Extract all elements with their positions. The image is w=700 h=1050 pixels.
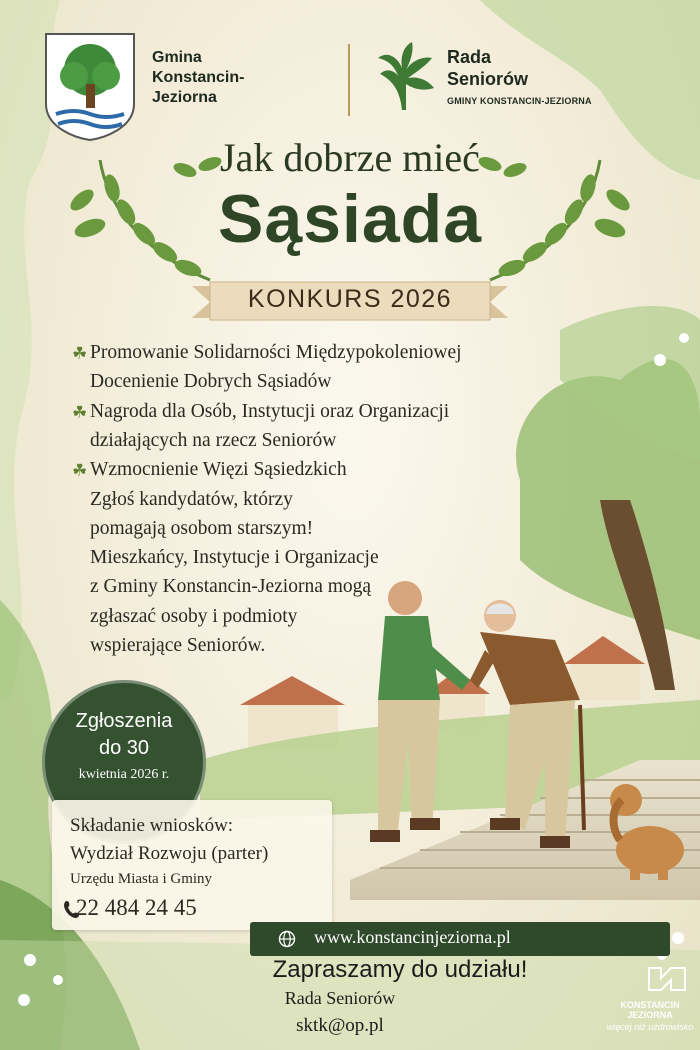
application-department: Wydział Rozwoju (parter): [70, 843, 269, 864]
logo-line-2: JEZIORNA: [627, 1010, 673, 1020]
phone-number[interactable]: 22 484 24 45: [76, 895, 197, 920]
invite-text: Zapraszamy do udziału!: [272, 956, 528, 983]
clover-bullet-icon: ☘: [72, 402, 88, 422]
title-top: Jak dobrze mieć: [220, 135, 480, 180]
body-line: Mieszkańcy, Instytucje i Organizacje: [90, 547, 379, 569]
application-office: Urzędu Miasta i Gminy: [70, 871, 213, 887]
body-line: działających na rzecz Seniorów: [90, 429, 337, 451]
body-line: Docenienie Dobrych Sąsiadów: [90, 371, 332, 393]
logo-line-1: KONSTANCIN: [620, 1000, 680, 1010]
body-line: wspierające Seniorów.: [90, 635, 266, 656]
gmina-line-1: Gmina: [152, 49, 202, 66]
clover-bullet-icon: ☘: [72, 461, 88, 481]
clover-bullet-icon: ☘: [72, 344, 88, 363]
body-line: Zgłoś kandydatów, którzy: [90, 488, 293, 510]
title-main: Sąsiada: [217, 181, 483, 257]
application-heading: Składanie wniosków:: [70, 815, 234, 836]
body-line: z Gminy Konstancin-Jeziorna mogą: [90, 576, 372, 598]
oak-leaf-icon: [372, 40, 438, 112]
rada-subtitle: GMINY KONSTANCIN-JEZIORNA: [447, 96, 592, 106]
deadline-line-2: do 30: [98, 737, 150, 759]
body-line: pomagają osobom starszym!: [90, 517, 314, 539]
rada-name: [447, 46, 617, 90]
body-line: Wzmocnienie Więzi Sąsiedzkich: [90, 459, 347, 481]
globe-icon: [278, 930, 296, 948]
body-line: zgłaszać osoby i podmioty: [90, 605, 298, 627]
body-line: Promowanie Solidarności Międzypokoleniowej: [90, 342, 462, 363]
website-link[interactable]: www.konstancinjeziorna.pl: [314, 927, 511, 947]
deadline-line-1: Zgłoszenia: [75, 710, 173, 732]
gmina-name: [152, 48, 282, 108]
gmina-line-3: Jeziorna: [152, 89, 217, 106]
rada-line-1: Rada: [447, 47, 492, 67]
contact-email[interactable]: sktk@op.pl: [296, 1015, 384, 1036]
gmina-line-2: Konstancin-: [152, 69, 245, 86]
deadline-line-3: kwietnia 2026 r.: [78, 767, 170, 782]
rada-line-2: Seniorów: [447, 69, 529, 89]
logo-tagline: więcej niż uzdrowisko: [606, 1022, 694, 1032]
header-divider: [348, 44, 350, 116]
tree-crest-icon: [44, 32, 136, 142]
signature: Rada Seniorów: [284, 988, 396, 1008]
body-line: Nagroda dla Osób, Instytucji oraz Organizacji: [90, 400, 450, 422]
konstancin-logo-icon: [643, 960, 691, 996]
ribbon-label: KONKURS 2026: [247, 285, 453, 313]
